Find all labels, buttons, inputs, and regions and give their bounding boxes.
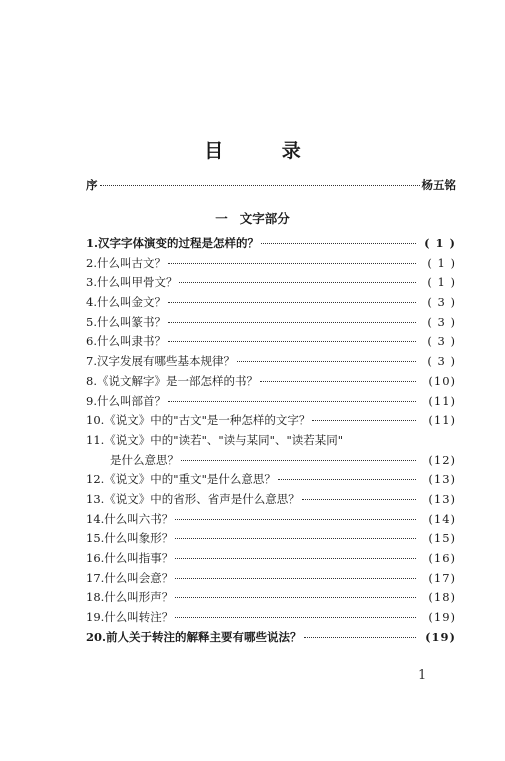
- entry-text: 14.什么叫六书？: [86, 511, 174, 526]
- leader-dots: [179, 282, 416, 283]
- toc-entry: [86, 550, 456, 570]
- section-number: 一: [215, 211, 228, 226]
- leader-dots: [260, 381, 416, 382]
- entry-page: (10): [428, 373, 456, 388]
- entry-text: 16.什么叫指事？: [86, 551, 174, 565]
- toc-entry: [86, 511, 456, 531]
- leader-dots: [175, 538, 416, 539]
- entry-text: 8.《说文解字》是一部怎样的书？: [86, 373, 258, 388]
- toc-entry: [86, 255, 456, 275]
- entry-page: (13): [428, 491, 456, 506]
- leader-dots: [175, 519, 416, 520]
- preface-entry: [86, 177, 456, 193]
- section-name: 文字部分: [239, 211, 290, 226]
- entry-text: 7.汉字发展有哪些基本规律？: [86, 354, 235, 369]
- entry-text: 是什么意思？: [110, 452, 179, 467]
- toc-entry: [86, 570, 456, 590]
- entry-page: (11): [428, 393, 456, 408]
- leader-dots: [168, 341, 416, 342]
- toc-entry: [86, 491, 456, 511]
- entry-page: (19): [425, 629, 456, 644]
- toc-entry: [86, 333, 456, 353]
- entry-text: 11.《说文》中的"读若"、"读与某同"、"读若某同": [86, 432, 344, 447]
- leader-dots: [168, 401, 416, 402]
- entry-page: ( 3 ): [427, 295, 456, 310]
- toc-entry: [86, 432, 456, 452]
- entry-text: 20.前人关于转注的解释主要有哪些说法？: [86, 629, 302, 644]
- entry-page: (16): [428, 551, 456, 565]
- toc-entry: [86, 235, 456, 255]
- entry-text: 9.什么叫部首？: [86, 393, 166, 408]
- entry-page: (19): [428, 610, 456, 625]
- entry-page: (11): [428, 413, 456, 428]
- toc-list: [86, 235, 456, 648]
- leader-dots: [175, 558, 416, 559]
- entry-page: ( 3 ): [427, 314, 456, 329]
- leader-dots: [261, 243, 416, 244]
- toc-entry: [86, 609, 456, 629]
- entry-page: (15): [428, 531, 456, 546]
- leader-dots: [168, 263, 416, 264]
- entry-text: 5.什么叫篆书？: [86, 314, 166, 329]
- preface-label: 序: [86, 178, 98, 192]
- entry-page: ( 1 ): [427, 275, 456, 290]
- toc-entry: [86, 629, 456, 649]
- entry-text: 3.什么叫甲骨文？: [86, 275, 178, 290]
- toc-entry: [86, 452, 456, 472]
- entry-page: ( 3 ): [427, 354, 456, 369]
- entry-page: (18): [428, 590, 456, 605]
- leader-dots: [181, 460, 416, 461]
- entry-text: 12.《说文》中的"重文"是什么意思？: [86, 472, 276, 487]
- entry-page: (12): [428, 452, 456, 467]
- leader-dots: [175, 617, 416, 618]
- toc-entry: [86, 412, 456, 432]
- entry-text: 10.《说文》中的"古文"是一种怎样的文字？: [86, 413, 311, 428]
- entry-text: 6.什么叫隶书？: [86, 334, 166, 349]
- toc-entry: [86, 353, 456, 373]
- leader-dots: [100, 185, 420, 186]
- entry-page: (14): [428, 511, 456, 526]
- leader-dots: [175, 578, 416, 579]
- leader-dots: [278, 479, 416, 480]
- section-heading: [0, 209, 505, 227]
- entry-text: 15.什么叫象形？: [86, 531, 174, 546]
- toc-entry: [86, 373, 456, 393]
- toc-entry: [86, 589, 456, 609]
- entry-page: ( 1 ): [427, 255, 456, 270]
- entry-page: (17): [428, 570, 456, 585]
- leader-dots: [304, 637, 416, 638]
- entry-text: 1.汉字字体演变的过程是怎样的？: [86, 236, 260, 250]
- entry-text: 4.什么叫金文？: [86, 295, 166, 310]
- toc-entry: [86, 314, 456, 334]
- entry-text: 19.什么叫转注？: [86, 610, 174, 625]
- entry-page: ( 3 ): [427, 334, 456, 349]
- leader-dots: [175, 597, 416, 598]
- entry-text: 2.什么叫古文？: [86, 255, 166, 270]
- toc-entry: [86, 530, 456, 550]
- entry-text: 18.什么叫形声？: [86, 590, 174, 605]
- entry-page: ( 1 ): [424, 236, 456, 250]
- leader-dots: [168, 322, 416, 323]
- page-folio: 1: [418, 668, 427, 683]
- leader-dots: [237, 361, 416, 362]
- entry-text: 13.《说文》中的省形、省声是什么意思？: [86, 491, 300, 506]
- toc-entry: [86, 471, 456, 491]
- preface-author: 杨五铭: [421, 178, 456, 192]
- entry-page: (13): [428, 472, 456, 487]
- leader-dots: [168, 302, 416, 303]
- toc-entry: [86, 274, 456, 294]
- leader-dots: [312, 420, 416, 421]
- page-title: 目 录: [204, 140, 327, 162]
- toc-entry: [86, 393, 456, 413]
- entry-text: 17.什么叫会意？: [86, 570, 174, 585]
- leader-dots: [302, 499, 416, 500]
- toc-entry: [86, 294, 456, 314]
